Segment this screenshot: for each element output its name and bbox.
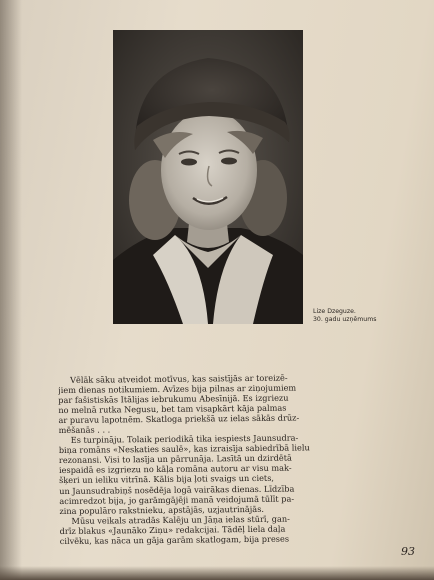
portrait-illustration <box>113 30 303 324</box>
text-line: Es turpināju. Tolaik periodikā tika iespiests Jaunsudra- <box>70 432 299 446</box>
caption-date: 30. gadu uzņēmums <box>313 316 377 323</box>
text-line: par fašistiskās Itālijas iebrukumu Abesīnijā. Es izgriezu <box>58 392 289 406</box>
text-line: cilvēku, kas nāca un gāja garām skatlogam, bija preses <box>59 533 290 546</box>
body-text <box>58 371 406 545</box>
text-line: zina populāro rakstnieku, apstājās, uzjautrinājās. <box>59 503 265 516</box>
text-line: šķeri un ieliku vitrīnā. Kālis bija ļoti svaigs un ciets, <box>59 473 275 486</box>
text-line: un Jaunsudrabiņš nosēdēja logā vairākas dienas. Līdzība <box>59 483 295 496</box>
text-line: Vēlāk sāku atveidot motīvus, kas saistījās ar toreizē- <box>69 372 288 385</box>
text-line: ar puravu lapotnēm. Skatloga priekšā uz ielas sākās drūz- <box>58 412 300 426</box>
photo-caption <box>313 308 423 324</box>
portrait-photo <box>113 30 303 324</box>
caption-name: Lize Dzeguze. <box>313 308 356 315</box>
text-line: rezonansi. Visi to lasīja un pārrunāja. Lasītā un dzirdētā <box>58 452 292 466</box>
text-line: jiem dienas notikumiem. Avīzes bija pilnas ar ziņojumiem <box>58 382 297 396</box>
page-number: 93 <box>401 545 415 558</box>
text-line: mēšanās . . . <box>58 424 111 436</box>
text-line: no melnā rutka Negusu, bet tam visapkārt kāja palmas <box>58 402 287 416</box>
text-line: iespaidā es izgriezu no kāļa romāna autoru ar visu mak- <box>58 462 292 476</box>
text-line: Mūsu veikals atradās Kalēju un Jāņa ielas stūrī, gan- <box>71 513 290 526</box>
text-line: biņa romāns «Neskaties saulē», kas izraisīja sabiedrībā lielu <box>58 442 310 456</box>
page-bottom-edge <box>0 566 434 580</box>
page-gutter-shadow <box>0 0 22 580</box>
text-line: acimredzot bija, jo garāmgājēji manā veidojumā tūlīt pa- <box>59 493 295 506</box>
text-line: drīz blakus «Jaunāko Ziņu» redakcijai. Tādēļ liela daļa <box>59 523 286 536</box>
